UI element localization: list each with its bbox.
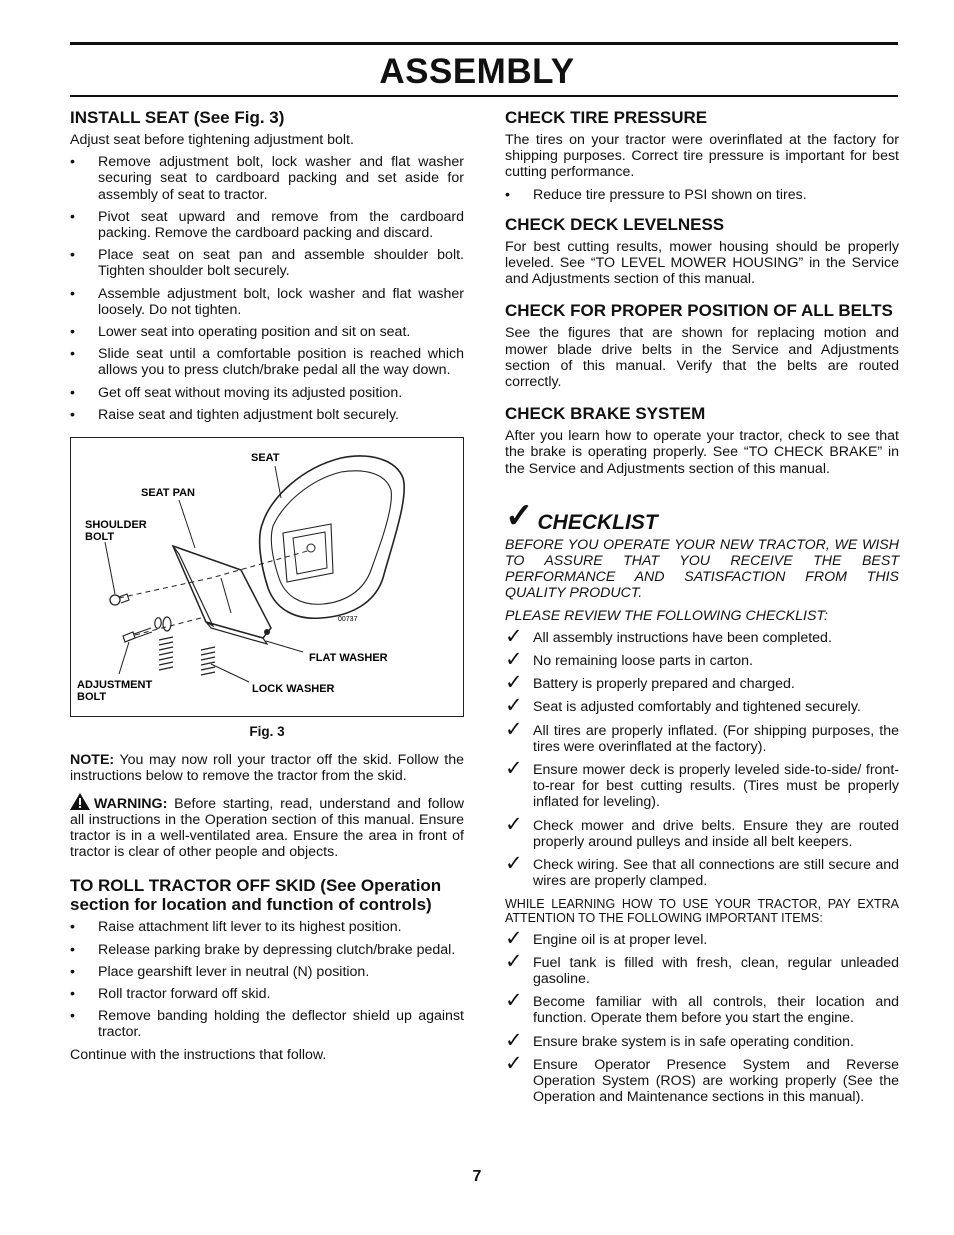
tire-heading: CHECK TIRE PRESSURE <box>505 108 708 127</box>
checklist-item: ✓ All tires are properly inflated. (For shipping purposes, the tires were overinflated at the factory). <box>505 717 899 755</box>
brake-heading: CHECK BRAKE SYSTEM <box>505 404 706 424</box>
checkmark-icon: ✓ <box>505 624 523 648</box>
top-rule <box>70 42 898 45</box>
adjustment-bolt-leader <box>119 642 129 674</box>
checklist-item: ✓ All assembly instructions have been completed. <box>505 624 832 648</box>
list-item: • Place gearshift lever in neutral (N) position. <box>70 964 464 980</box>
checklist-items-2 <box>505 926 899 1106</box>
seat-pan-inner <box>293 532 327 574</box>
checklist-item: ✓ Check wiring. See that all connections are still secure and wires are properly clamped. <box>505 852 899 890</box>
label-shoulder-bolt: SHOULDER <box>85 519 147 532</box>
adjustment-bolt-dash <box>135 618 201 635</box>
deck-heading: CHECK DECK LEVELNESS <box>505 214 725 234</box>
seat-diagram <box>71 438 463 716</box>
list-item: • Pivot seat upward and remove from the cardboard packing. Remove the cardboard packing and discard. <box>70 209 464 241</box>
checklist-item: ✓ Fuel tank is filled with fresh, clean, regular unleaded gasoline. <box>505 949 899 987</box>
label-seat-pan: SEAT PAN <box>141 487 195 500</box>
checklist-review: PLEASE REVIEW THE FOLLOWING CHECKLIST: <box>505 607 828 624</box>
checklist-item: ✓ No remaining loose parts in carton. <box>505 648 754 672</box>
list-item: • Remove banding holding the deflector shield up against tractor. <box>70 1008 464 1040</box>
checklist-title <box>505 496 899 535</box>
bracket-bolt <box>264 629 270 635</box>
checkmark-icon: ✓ <box>505 757 523 781</box>
page-title: ASSEMBLY <box>379 52 575 91</box>
right-column <box>505 108 899 1112</box>
warning-text: Before starting, read, understand and follow all instructions in the Operation section of this manual. Ensure tractor is in a well-ventilated area. Ensure the area in front of tractor is clear of other people and objects. <box>70 795 464 861</box>
shoulder-bolt-part <box>110 594 129 605</box>
checklist-item: ✓ Ensure Operator Presence System and Reverse Operation System (ROS) are working properly (See the Operation and Maintenance sections in this manual). <box>505 1051 899 1106</box>
list-item: • Raise seat and tighten adjustment bolt securely. <box>70 407 464 423</box>
spring-right <box>201 647 215 675</box>
page-number: 7 <box>472 1168 482 1185</box>
note-paragraph <box>70 752 464 784</box>
deck-text: For best cutting results, mower housing should be properly leveled. See “TO LEVEL MOWER HOUSING” in the Service and Adjustments section of this manual. <box>505 238 899 288</box>
checkmark-icon: ✓ <box>505 852 523 876</box>
list-item: • Get off seat without moving its adjusted position. <box>70 385 464 401</box>
warning-label: WARNING: <box>94 795 168 812</box>
label-flat-washer: FLAT WASHER <box>309 652 388 665</box>
figure-code: 00737 <box>338 616 358 624</box>
lock-washer-leader <box>211 664 249 682</box>
label-seat: SEAT <box>251 452 280 465</box>
checklist-item: ✓ Ensure brake system is in safe operating condition. <box>505 1028 854 1052</box>
seat-leader <box>275 466 281 498</box>
checkmark-icon: ✓ <box>505 989 523 1013</box>
checkmark-icon: ✓ <box>505 694 523 718</box>
checklist-intro: BEFORE YOU OPERATE YOUR NEW TRACTOR, WE WISH TO ASSURE THAT YOU RECEIVE THE BEST PERFORMANCE AND SATISFACTION FROM THIS QUALITY PRODUCT. <box>505 536 899 602</box>
flat-washer-part <box>163 617 171 631</box>
checklist-items <box>505 624 899 890</box>
label-adjustment-bolt: ADJUSTMENT <box>77 679 153 692</box>
list-item: • Assemble adjustment bolt, lock washer and flat washer loosely. Do not tighten. <box>70 286 464 318</box>
seat-pan-leader <box>179 500 195 548</box>
roll-tractor-heading: TO ROLL TRACTOR OFF SKID (See Operation section for location and function of controls) <box>70 876 442 915</box>
checkmark-icon: ✓ <box>505 949 523 973</box>
tire-list <box>505 187 899 203</box>
checklist-title-text: CHECKLIST <box>537 510 658 534</box>
adjustment-bolt-part <box>123 628 152 642</box>
title-underline <box>70 95 898 97</box>
checklist-item: ✓ Become familiar with all controls, their location and function. Operate them before you start the engine. <box>505 989 899 1027</box>
list-item: • Reduce tire pressure to PSI shown on tires. <box>505 187 899 203</box>
seat-pan-bracket <box>173 546 271 638</box>
flat-washer-leader <box>266 641 303 652</box>
belts-text: See the figures that are shown for replacing motion and mower blade drive belts in the Service and Adjustments section of this manual. Verify that the belts are routed correctly. <box>505 325 899 391</box>
belts-heading: CHECK FOR PROPER POSITION OF ALL BELTS <box>505 301 893 321</box>
list-item: • Remove adjustment bolt, lock washer and flat washer securing seat to cardboard packing and set aside for assembly of seat to tractor. <box>70 154 464 203</box>
note-text: You may now roll your tractor off the skid. Follow the instructions below to remove the tractor from the skid. <box>70 752 464 785</box>
checklist-item: ✓ Battery is properly prepared and charged. <box>505 671 795 695</box>
label-lock-washer: LOCK WASHER <box>252 683 335 696</box>
list-item: • Release parking brake by depressing clutch/brake pedal. <box>70 942 464 958</box>
spring-left <box>159 637 173 670</box>
checkmark-icon: ✓ <box>505 648 523 672</box>
list-item: • Raise attachment lift lever to its highest position. <box>70 919 464 935</box>
warning-icon <box>70 793 90 810</box>
checkmark-icon: ✓ <box>505 812 523 836</box>
shoulder-bolt-dash <box>119 550 311 598</box>
list-item: • Roll tractor forward off skid. <box>70 986 464 1002</box>
seat-bolt-hole <box>307 544 315 552</box>
checkmark-icon: ✓ <box>505 926 523 950</box>
checkmark-icon: ✓ <box>505 717 523 741</box>
install-seat-heading: INSTALL SEAT (See Fig. 3) <box>70 108 285 127</box>
label-adjustment-bolt-2: BOLT <box>77 691 107 704</box>
checkmark-icon: ✓ <box>505 1051 523 1075</box>
warning-paragraph <box>70 793 464 861</box>
checkmark-icon: ✓ <box>505 1028 523 1052</box>
lock-washer-part <box>155 618 161 629</box>
checklist-item: ✓ Engine oil is at proper level. <box>505 926 708 950</box>
list-item: • Place seat on seat pan and assemble shoulder bolt. Tighten shoulder bolt securely. <box>70 247 464 279</box>
list-item: • Slide seat until a comfortable position is reached which allows you to press clutch/brake pedal all the way down. <box>70 346 464 378</box>
checklist-item: ✓ Seat is adjusted comfortably and tightened securely. <box>505 694 861 718</box>
install-seat-intro: Adjust seat before tightening adjustment bolt. <box>70 132 354 148</box>
list-item: • Lower seat into operating position and sit on seat. <box>70 324 464 340</box>
roll-tractor-list <box>70 919 464 1040</box>
roll-tractor-closing: Continue with the instructions that follow. <box>70 1046 327 1063</box>
shoulder-bolt-leader <box>105 542 115 594</box>
checkmark-icon: ✓ <box>505 496 534 535</box>
learning-note: WHILE LEARNING HOW TO USE YOUR TRACTOR, PAY EXTRA ATTENTION TO THE FOLLOWING IMPORTANT ITEMS: <box>505 896 899 925</box>
checklist-item: ✓ Check mower and drive belts. Ensure they are routed properly around pulleys and inside all belt keepers. <box>505 812 899 850</box>
label-shoulder-bolt-2: BOLT <box>85 531 115 544</box>
checklist-item: ✓ Ensure mower deck is properly leveled side-to-side/ front-to-rear for best cutting results. (Tires must be properly inflated for leveling). <box>505 757 899 811</box>
tire-text: The tires on your tractor were overinflated at the factory for shipping purposes. Correct tire pressure is important for best cutting performance. <box>505 132 899 181</box>
figure-caption: Fig. 3 <box>249 724 285 740</box>
seat-figure <box>70 437 464 717</box>
install-seat-list <box>70 154 464 423</box>
brake-text: After you learn how to operate your tractor, check to see that the brake is operating properly. See “TO CHECK BRAKE” in the Service and Adjustments section of this manual. <box>505 428 899 477</box>
left-column <box>70 108 464 1069</box>
note-label: NOTE: <box>70 752 115 769</box>
checkmark-icon: ✓ <box>505 671 523 695</box>
